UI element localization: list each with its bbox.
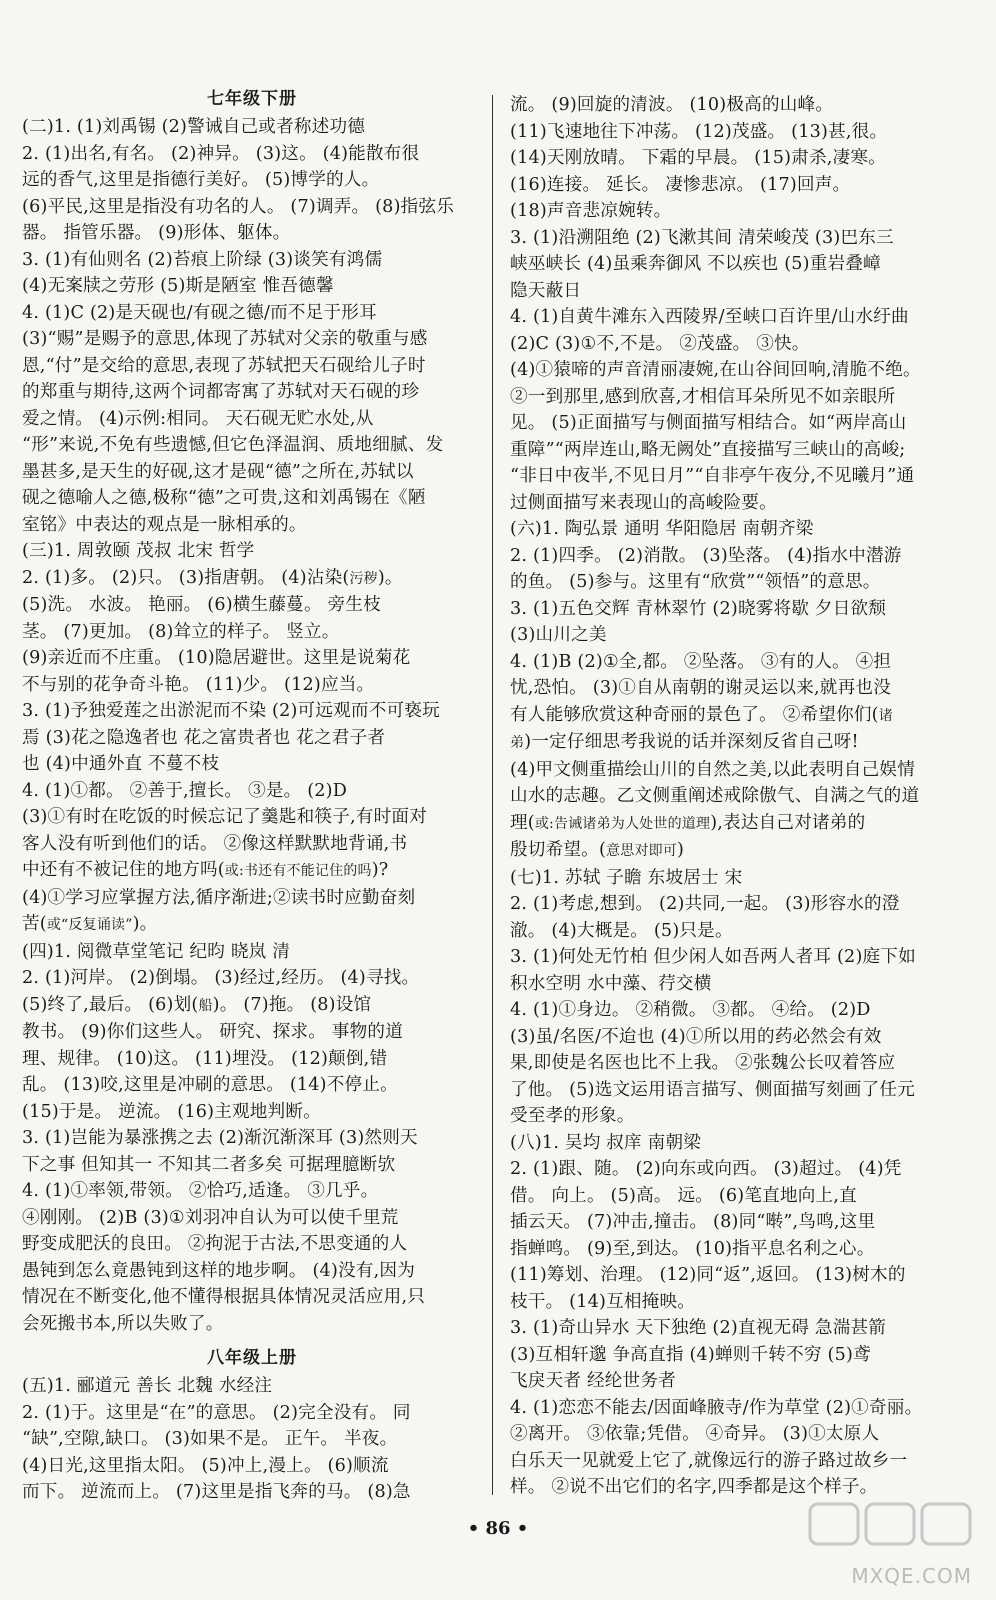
answer-text: (4)①猿啼的声音清丽凄婉,在山谷间回响,清脆不绝。	[510, 360, 921, 380]
answer-text: 了他。 (5)选文运用语言描写、侧面描写刻画了任元	[510, 1079, 915, 1100]
answer-line	[22, 965, 482, 992]
answer-line	[22, 619, 482, 646]
answer-line	[510, 971, 970, 998]
answer-text: 2. (1)河岸。 (2)倒塌。 (3)经过,经历。 (4)寻找。	[22, 968, 420, 988]
answer-text: “缺”,空隙,缺口。 (3)如果不是。 正午。 半夜。	[22, 1429, 398, 1449]
answer-line	[510, 675, 970, 702]
answer-text-after: )。 (7)拖。 (8)设馆	[212, 994, 372, 1015]
answer-text: 而下。 逆流而上。 (7)这里是指飞奔的马。 (8)急	[22, 1482, 411, 1502]
answer-text: 2. (1)出名,有名。 (2)神异。 (3)这。 (4)能散布很	[22, 143, 420, 164]
answer-text: 3. (1)有仙则名 (2)苔痕上阶绿 (3)谈笑有鸿儒	[22, 249, 383, 270]
answer-text: (三)1. 周敦颐 茂叔 北宋 哲学	[22, 541, 255, 561]
answer-text: 4. (1)恋恋不能去/因面峰腋寺/作为草堂 (2)①奇丽。	[510, 1397, 923, 1418]
answer-text: 飞戾天者 经纶世务者	[510, 1371, 676, 1391]
answer-line	[510, 410, 970, 437]
answer-text: 理、规律。 (10)这。 (11)埋没。 (12)颠倒,错	[22, 1048, 388, 1069]
answer-text: 3. (1)奇山异水 天下独绝 (2)直视无碍 急湍甚箭	[510, 1318, 887, 1338]
answer-text-after: )?	[371, 860, 389, 880]
answer-line	[22, 1479, 482, 1506]
answer-line	[510, 1077, 970, 1104]
answer-text: (6)平民,这里是指没有功名的人。 (7)调弄。 (8)指弦乐	[22, 196, 455, 217]
answer-text: 的鱼。 (5)参与。这里有“欣赏”“领悟”的意思。	[510, 572, 881, 592]
answer-line	[22, 1099, 482, 1126]
answer-text: 4. (1)①率领,带领。 ②恰巧,适逢。 ③几乎。	[22, 1181, 379, 1201]
answer-text: (4)日光,这里指太阳。 (5)冲上,漫上。 (6)顺流	[22, 1455, 389, 1476]
answer-line	[510, 516, 970, 543]
answer-text: (2)C (3)①不,不是。 ②茂盛。 ③快。	[510, 333, 810, 354]
answer-text: 澈。 (4)大概是。 (5)只是。	[510, 920, 733, 941]
answer-line	[510, 1448, 970, 1475]
answer-text: 2. (1)多。 (2)只。 (3)指唐朝。 (4)沾染(	[22, 567, 350, 588]
section-title: 八年级上册	[207, 1348, 297, 1368]
answer-text: 流。 (9)回旋的清波。 (10)极高的山峰。	[510, 95, 834, 115]
answer-text-after: ),表达自己对诸弟的	[710, 812, 866, 833]
answer-line	[510, 278, 970, 305]
answer-line	[510, 1368, 970, 1395]
answer-text: ②离开。 ③依靠;凭借。 ④奇异。 (3)①太原人	[510, 1424, 880, 1444]
answer-line	[22, 672, 482, 699]
answer-line	[22, 538, 482, 565]
answer-text: 不与别的花争奇斗艳。 (11)少。 (12)应当。	[22, 674, 375, 695]
answer-line	[22, 751, 482, 778]
answer-text: 借。 向上。 (5)高。 远。 (6)笔直地向上,直	[510, 1185, 857, 1206]
answer-line	[510, 783, 970, 810]
answer-text: 3. (1)五色交辉 青林翠竹 (2)晓雾将歇 夕日欲颓	[510, 598, 887, 619]
answer-line	[22, 300, 482, 327]
answer-text: 过侧面描写来表现山的高峻险要。	[510, 492, 777, 513]
answer-line	[22, 1453, 482, 1480]
answer-text-after: )一定仔细思考我说的话并深刻反省自己呀!	[524, 732, 859, 752]
answer-line	[22, 992, 482, 1020]
answer-text: (14)天刚放晴。 下霜的早晨。 (15)肃杀,凄寒。	[510, 148, 886, 168]
answer-text: 也 (4)中通外直 不蔓不枝	[22, 754, 220, 774]
left-column	[22, 78, 482, 1506]
answer-line	[22, 1152, 482, 1179]
answer-line	[22, 512, 482, 539]
answer-text: 2. (1)考虑,想到。 (2)共同,一起。 (3)形容水的澄	[510, 894, 900, 914]
answer-line	[22, 1046, 482, 1073]
annotation-note: 诸	[878, 707, 893, 724]
answer-line	[510, 702, 970, 730]
answer-text: ②一到那里,感到欣喜,才相信耳朵所见不如亲眼所	[510, 386, 896, 407]
answer-text: (16)连接。 延长。 凄惨悲凉。 (17)回声。	[510, 174, 851, 195]
answer-text: 3. (1)何处无竹柏 但少闲人如吾两人者耳 (2)庭下如	[510, 947, 916, 967]
answer-text: 白乐天一见就爱上它了,就像远行的游子路过故乡一	[510, 1450, 908, 1471]
answer-line	[22, 1311, 482, 1338]
answer-line	[510, 119, 970, 146]
answer-text: (二)1. (1)刘禹锡 (2)警诫自己或者称述功德	[22, 117, 366, 137]
answer-line	[510, 1236, 970, 1263]
answer-line	[510, 1103, 970, 1130]
answer-text: 教书。 (9)你们这些人。 研究、探求。 事物的道	[22, 1022, 403, 1042]
answer-line	[510, 172, 970, 199]
answer-line	[510, 384, 970, 411]
answer-line	[510, 944, 970, 971]
answer-text: 爱之情。 (4)示例:相同。 天石砚无贮水处,从	[22, 408, 374, 429]
answer-text: 的郑重与期待,这两个词都寄寓了苏轼对天石砚的珍	[22, 382, 420, 402]
answer-text: 远的香气,这里是指德行美好。 (5)博学的人。	[22, 170, 380, 190]
answer-line	[510, 1395, 970, 1422]
answer-line	[22, 432, 482, 459]
answer-line	[510, 145, 970, 172]
answer-line	[22, 911, 482, 939]
answer-line	[510, 1315, 970, 1342]
answer-line	[22, 273, 482, 300]
answer-line	[22, 831, 482, 858]
answer-text: 下之事 但知其一 不知其二者多矣 可据理臆断欤	[22, 1154, 396, 1175]
answer-line	[510, 865, 970, 892]
answer-line	[22, 114, 482, 141]
answer-text: 情况在不断变化,他不懂得根据具体情况灵活应用,只	[22, 1287, 426, 1307]
answer-line	[22, 379, 482, 406]
answer-line	[22, 485, 482, 512]
answer-text-after: )	[677, 840, 685, 860]
answer-text: (3)山川之美	[510, 625, 607, 645]
answer-line	[22, 1373, 482, 1400]
answer-line	[22, 194, 482, 221]
answer-line	[510, 1024, 970, 1051]
answer-text-after: )。	[132, 914, 158, 934]
answer-line	[510, 331, 970, 358]
annotation-note: 弟	[510, 735, 525, 751]
answer-line	[510, 997, 970, 1024]
annotation-note: 或:告诫诸弟为人处世的道理	[534, 815, 711, 832]
answer-text: (18)声音悲凉婉转。	[510, 201, 672, 221]
answer-line	[510, 357, 970, 384]
answer-line	[22, 1125, 482, 1152]
answer-text: 有人能够欣赏这种奇丽的景色了。 ②希望你们(	[510, 704, 879, 725]
answer-text: 2. (1)四季。 (2)消散。 (3)坠落。 (4)指水中潜游	[510, 545, 902, 566]
answer-text: 果,即使是名医也比不上我。 ②张魏公长叹着答应	[510, 1053, 896, 1073]
answer-text: 山水的志趣。乙文侧重阐述戒除傲气、自满之气的道	[510, 786, 920, 806]
answer-text: 焉 (3)花之隐逸者也 花之富贵者也 花之君子者	[22, 727, 386, 748]
answer-line	[510, 837, 970, 865]
answer-text: 理(	[510, 812, 535, 833]
answer-line	[510, 225, 970, 252]
answer-text: 3. (1)沿溯阻绝 (2)飞漱其间 清荣峻茂 (3)巴东三	[510, 227, 894, 248]
answer-text: (3)互相轩邈 争高直指 (4)蝉则千转不穷 (5)鸢	[510, 1344, 871, 1365]
answer-line	[510, 891, 970, 918]
answer-text: 插云天。 (7)冲击,撞击。 (8)同“啭”,鸟鸣,这里	[510, 1212, 876, 1232]
answer-text: 样。 ②说不出它们的名字,四季都是这个样子。	[510, 1477, 878, 1497]
annotation-note: 或:书还有不能记住的吗	[224, 863, 372, 879]
answer-line	[22, 778, 482, 805]
answer-text: 恩,“付”是交给的意思,表现了苏轼把天石砚给儿子时	[22, 355, 426, 376]
answer-line	[510, 198, 970, 225]
answer-text: 见。 (5)正面描写与侧面描写相结合。如“两岸高山	[510, 413, 907, 433]
answer-line	[22, 167, 482, 194]
answer-line	[22, 592, 482, 619]
answer-line	[22, 857, 482, 885]
answer-text: “非日中夜半,不见日月”“自非亭午夜分,不见曦月”通	[510, 466, 915, 486]
answer-line	[22, 1178, 482, 1205]
answer-line	[510, 437, 970, 464]
answer-text: 指蝉鸣。 (9)至,到达。 (10)指平息名利之心。	[510, 1238, 875, 1259]
annotation-note: 污秽	[349, 570, 378, 587]
answer-text: (5)洗。 水波。 艳丽。 (6)横生藤蔓。 旁生枝	[22, 595, 381, 615]
answer-line	[22, 1426, 482, 1453]
answer-line	[510, 1050, 970, 1077]
answer-line	[22, 725, 482, 752]
answer-line	[510, 92, 970, 119]
annotation-note: 意思对即可	[606, 843, 678, 859]
answer-line	[22, 406, 482, 433]
answer-text: (4)①学习应掌握方法,循序渐进;②读书时应勤奋刻	[22, 887, 416, 908]
answer-text: 4. (1)自黄牛滩东入西陵界/至峡口百许里/山水纡曲	[510, 307, 909, 327]
page-number: • 86 •	[467, 1518, 529, 1539]
answer-text: 4. (1)①都。 ②善于,擅长。 ③是。 (2)D	[22, 780, 348, 801]
answer-line	[510, 1342, 970, 1369]
answer-line	[510, 569, 970, 596]
answer-text: (15)于是。 逆流。 (16)主观地判断。	[22, 1101, 321, 1122]
answer-line	[22, 247, 482, 274]
answer-text: (七)1. 苏轼 子瞻 东坡居士 宋	[510, 867, 743, 888]
answer-line	[510, 729, 970, 757]
answer-line	[510, 757, 970, 784]
answer-line	[510, 1474, 970, 1501]
right-column	[510, 92, 970, 1501]
answer-text: 3. (1)岂能为暴涨携之去 (2)渐沉渐深耳 (3)然则天	[22, 1128, 418, 1148]
answer-text: 会死搬书本,所以失败了。	[22, 1313, 224, 1334]
answer-text: 3. (1)予独爱莲之出淤泥而不染 (2)可远观而不可亵玩	[22, 701, 440, 721]
answer-text: 积水空明 水中藻、荇交横	[510, 973, 712, 994]
answer-line	[510, 622, 970, 649]
answer-line	[510, 1156, 970, 1183]
answer-text: (4)甲文侧重描绘山川的自然之美,以此表明自己娱情	[510, 759, 915, 780]
answer-line	[510, 543, 970, 570]
answer-text: ④刚刚。 (2)B (3)①刘羽冲自认为可以使千里荒	[22, 1207, 399, 1228]
answer-text: (五)1. 郦道元 善长 北魏 水经注	[22, 1376, 273, 1396]
answer-text: (11)筹划、治理。 (12)同“返”,返回。 (13)树木的	[510, 1265, 906, 1285]
answer-text: 中还有不被记住的地方吗(	[22, 860, 225, 880]
annotation-note: 或“反复诵读”	[46, 917, 133, 933]
answer-line	[22, 698, 482, 725]
answer-text: “形”来说,不免有些遗憾,但它色泽温润、质地细腻、发	[22, 435, 444, 455]
answer-text: (9)亲近而不庄重。 (10)隐居避世。这里是说菊花	[22, 648, 411, 668]
answer-line	[510, 918, 970, 945]
answer-text: 4. (1)C (2)是天砚也/有砚之德/而不足于形耳	[22, 302, 377, 323]
answer-text: (六)1. 陶弘景 通明 华阳隐居 南朝齐梁	[510, 519, 814, 539]
answer-text: 客人没有听到他们的话。 ②像这样默默地背诵,书	[22, 833, 408, 854]
answer-text: 苦(	[22, 914, 47, 934]
answer-text: 茎。 (7)更加。 (8)耸立的样子。 竖立。	[22, 621, 340, 642]
answer-line	[22, 353, 482, 380]
answer-text: 峡巫峡长 (4)虽乘奔御风 不以疾也 (5)重岩叠嶂	[510, 254, 881, 274]
answer-text: 2. (1)于。这里是“在”的意思。 (2)完全没有。 同	[22, 1402, 411, 1423]
answer-text: 重障”“两岸连山,略无阙处”直接描写三峡山的高峻;	[510, 439, 906, 460]
answer-text-after: )。	[377, 567, 403, 588]
answer-text: (5)终了,最后。 (6)划(	[22, 994, 199, 1015]
section-title: 七年级下册	[207, 89, 297, 109]
answer-line	[22, 1019, 482, 1046]
answer-text: 殷切希望。(	[510, 840, 607, 860]
answer-text: (11)飞速地往下冲荡。 (12)茂盛。 (13)甚,很。	[510, 121, 888, 142]
answer-text: 受至孝的形象。	[510, 1106, 635, 1126]
answer-line	[22, 939, 482, 966]
answer-text: (八)1. 吴均 叔庠 南朝梁	[510, 1132, 702, 1153]
answer-line	[22, 459, 482, 486]
answer-line	[510, 1421, 970, 1448]
answer-text: 野变成肥沃的良田。 ②拘泥于古法,不思变通的人	[22, 1234, 408, 1254]
answer-line	[22, 326, 482, 353]
answer-line	[510, 596, 970, 623]
answer-text: 器。 指管乐器。 (9)形体、躯体。	[22, 223, 291, 243]
answer-line	[510, 251, 970, 278]
answer-line	[22, 565, 482, 593]
answer-text: (4)无案牍之劳形 (5)斯是陋室 惟吾德馨	[22, 276, 334, 296]
answer-line	[510, 1130, 970, 1157]
watermark-text: MXQE.COM	[851, 1564, 972, 1588]
answer-line	[510, 304, 970, 331]
answer-line	[22, 645, 482, 672]
answer-text: 枝干。 (14)互相掩映。	[510, 1291, 696, 1312]
answer-line	[22, 141, 482, 168]
answer-line	[510, 649, 970, 676]
answer-line	[22, 885, 482, 912]
answer-line	[510, 1262, 970, 1289]
annotation-note: 船	[198, 997, 213, 1014]
answer-line	[22, 1400, 482, 1427]
answer-text: 2. (1)跟、随。 (2)向东或向西。 (3)超过。 (4)凭	[510, 1159, 902, 1179]
answer-line	[510, 1289, 970, 1316]
answer-text: 室铭》中表达的观点是一脉相承的。	[22, 514, 307, 535]
answer-line	[22, 804, 482, 831]
answer-text: (3)“赐”是赐予的意思,体现了苏轼对父亲的敬重与感	[22, 329, 428, 349]
answer-text: 4. (1)B (2)①全,都。 ②坠落。 ③有的人。 ④担	[510, 651, 892, 672]
answer-text: 墨甚多,是天生的好砚,这才是砚“德”之所在,苏轼以	[22, 461, 414, 482]
answer-text: 4. (1)①身边。 ②稍微。 ③都。 ④给。 (2)D	[510, 1000, 871, 1020]
answer-line	[510, 1183, 970, 1210]
answer-line	[22, 1284, 482, 1311]
answer-text: 乱。 (13)咬,这里是冲刷的意思。 (14)不停止。	[22, 1075, 398, 1095]
answer-text: 忧,恐怕。 (3)①自从南朝的谢灵运以来,就再也没	[510, 678, 891, 698]
column-divider	[492, 95, 493, 1495]
answer-line	[510, 810, 970, 838]
answer-line	[22, 1205, 482, 1232]
answer-line	[510, 1209, 970, 1236]
answer-text: (3)①有时在吃饭的时候忘记了羹匙和筷子,有时面对	[22, 807, 427, 827]
answer-text: 隐天蔽日	[510, 280, 582, 301]
answer-text: (3)虽/名医/不迨也 (4)①所以用的药必然会有效	[510, 1026, 882, 1047]
answer-line	[510, 463, 970, 490]
answer-line	[22, 1258, 482, 1285]
answer-line	[22, 1231, 482, 1258]
answer-text: 砚之德喻人之德,极称“德”之可贵,这和刘禹锡在《陋	[22, 488, 426, 508]
answer-text: 愚钝到怎么竟愚钝到这样的地步啊。 (4)没有,因为	[22, 1260, 415, 1281]
answer-line	[510, 490, 970, 517]
answer-line	[22, 220, 482, 247]
answer-text: (四)1. 阅微草堂笔记 纪昀 晓岚 清	[22, 941, 291, 962]
answer-line	[22, 1072, 482, 1099]
